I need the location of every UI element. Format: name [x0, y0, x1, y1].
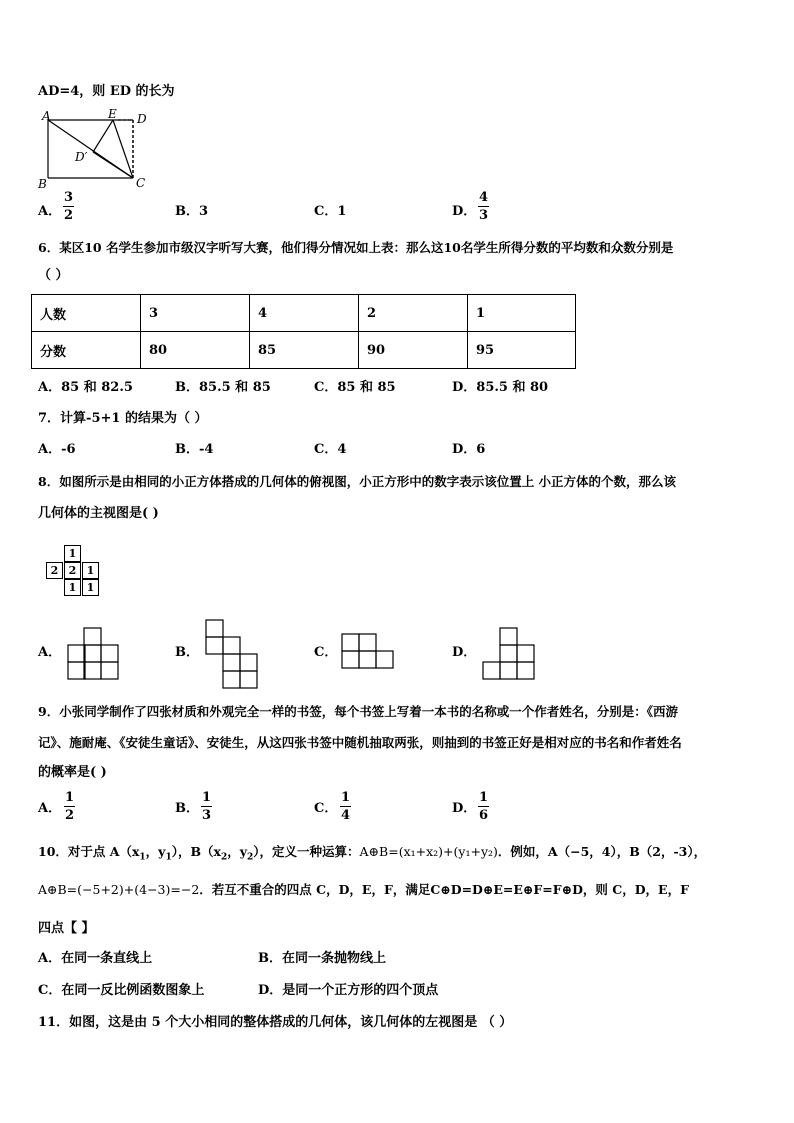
q8-stem-line1: 8．如图所示是由相同的小正方体搭成的几何体的俯视图，小正方形中的数字表示该位置上 小正方体的个数，那么该	[38, 474, 677, 489]
q9-option-b-letter: B．	[175, 801, 199, 816]
q10-line3: 四点【 】	[38, 921, 95, 936]
q9-option-a-fraction: 1 2	[64, 790, 75, 823]
q9-option-b-fraction: 1 3	[201, 790, 212, 823]
q6-score-table	[31, 294, 576, 369]
table-cell: 90	[359, 332, 468, 369]
q9-option-c-letter: C．	[314, 801, 338, 816]
q10-option-c: C．在同一反比例函数图象上	[38, 983, 205, 998]
q11-stem: 11．如图，这是由 5 个大小相同的整体搭成的几何体，该几何体的左视图是 （ ）	[38, 1015, 513, 1030]
q8-option-c-label: C．	[314, 645, 338, 660]
q5-rectangle-figure	[38, 108, 148, 188]
q10-definition-formula: A⊕B=(x₁+x₂)+(y₁+y₂)	[359, 844, 498, 859]
q5-option-a-fraction: 3 2	[63, 190, 74, 223]
table-cell: 85	[250, 332, 359, 369]
q8-option-d-figure	[482, 627, 538, 681]
grid-cell: 2	[46, 562, 63, 579]
q8-option-a-label: A．	[38, 645, 62, 660]
q7-option-d: D．6	[452, 442, 486, 457]
table-cell: 2	[359, 295, 468, 332]
q7-option-b: B．-4	[175, 442, 214, 457]
q9-line3: 的概率是( )	[38, 765, 107, 780]
q7-option-c: C．4	[314, 442, 347, 457]
table-cell: 1	[468, 295, 576, 332]
q7-option-a: A．-6	[38, 442, 76, 457]
q5-option-a-letter: A．	[38, 204, 62, 219]
q10-example-formula: A⊕B=(−5+2)+(4−3)=−2	[38, 882, 200, 897]
grid-cell: 1	[64, 579, 81, 596]
q8-stem-line2: 几何体的主视图是( )	[38, 506, 159, 521]
table-cell: 3	[141, 295, 250, 332]
label-D: D	[137, 112, 147, 126]
grid-cell: 1	[82, 579, 99, 596]
q6-option-d: D．85.5 和 80	[452, 380, 549, 395]
grid-cell: 1	[64, 545, 81, 562]
q10-option-b: B．在同一条抛物线上	[258, 951, 386, 966]
q6-option-b: B．85.5 和 85	[175, 380, 271, 395]
q6-option-a: A．85 和 82.5	[38, 380, 133, 395]
table-cell: 80	[141, 332, 250, 369]
label-A: A	[42, 109, 51, 123]
label-D-prime: D′	[75, 150, 88, 164]
label-B: B	[38, 177, 47, 191]
q8-option-c-figure	[341, 633, 397, 669]
table-cell: 分数	[32, 332, 141, 369]
grid-cell: 2	[64, 562, 81, 579]
q9-option-c-fraction: 1 4	[340, 790, 351, 823]
q7-stem: 7．计算-5+1 的结果为（ ）	[38, 411, 208, 426]
q9-option-d-fraction: 1 6	[478, 790, 489, 823]
q10-line1: 10．对于点 $A(x_1$，$y_1$），$B(x_2$，$y_2$），定义一种运算：A⊕B=(x₁+x₂)+(y₁+y₂)．例如，A（−5，4），B（2，-3），	[38, 844, 707, 863]
q6-stem: 6．某区10 名学生参加市级汉字听写大赛，他们得分情况如上表：那么这10名学生所得分数的平均数和众数分别是	[38, 240, 674, 255]
q8-top-view-grid	[46, 545, 100, 597]
q6-option-c: C．85 和 85	[314, 380, 396, 395]
q9-line2: 记》、施耐庵、《安徒生童话》、安徒生，从这四张书签中随机抽取两张，则抽到的书签正好是相对应的书名和作者姓名	[38, 735, 682, 750]
q5-stem-tail: AD=4，则 ED 的长为	[38, 84, 175, 99]
q10-option-a: A．在同一条直线上	[38, 951, 153, 966]
table-row	[32, 332, 576, 369]
table-cell: 4	[250, 295, 359, 332]
q8-option-d-label: D．	[452, 645, 477, 660]
table-cell: 95	[468, 332, 576, 369]
q9-option-a-letter: A．	[38, 801, 62, 816]
q9-option-d-letter: D．	[452, 801, 477, 816]
table-row	[32, 295, 576, 332]
q5-option-c: C．1	[314, 204, 347, 219]
q6-paren: （ ）	[38, 268, 69, 283]
q10-option-d: D．是同一个正方形的四个顶点	[258, 983, 439, 998]
table-cell: 人数	[32, 295, 141, 332]
label-E: E	[108, 107, 117, 121]
label-C: C	[136, 176, 146, 190]
q8-option-b-figure	[205, 619, 261, 689]
q9-line1: 9．小张同学制作了四张材质和外观完全一样的书签，每个书签上写着一本书的名称或一个作者姓名，分别是：《西游	[38, 704, 678, 719]
q5-option-d-letter: D．	[452, 204, 477, 219]
grid-cell: 1	[82, 562, 99, 579]
q5-option-b: B．3	[175, 204, 209, 219]
q8-option-a-figure	[67, 627, 123, 681]
q5-option-d-fraction: 4 3	[478, 190, 489, 223]
q10-line2: A⊕B=(−5+2)+(4−3)=−2．若互不重合的四点 C，D，E，F，满足C⊕D=D⊕E=E⊕F=F⊕D，则 C，D，E，F	[38, 882, 689, 897]
q8-option-b-label: B．	[175, 645, 199, 660]
